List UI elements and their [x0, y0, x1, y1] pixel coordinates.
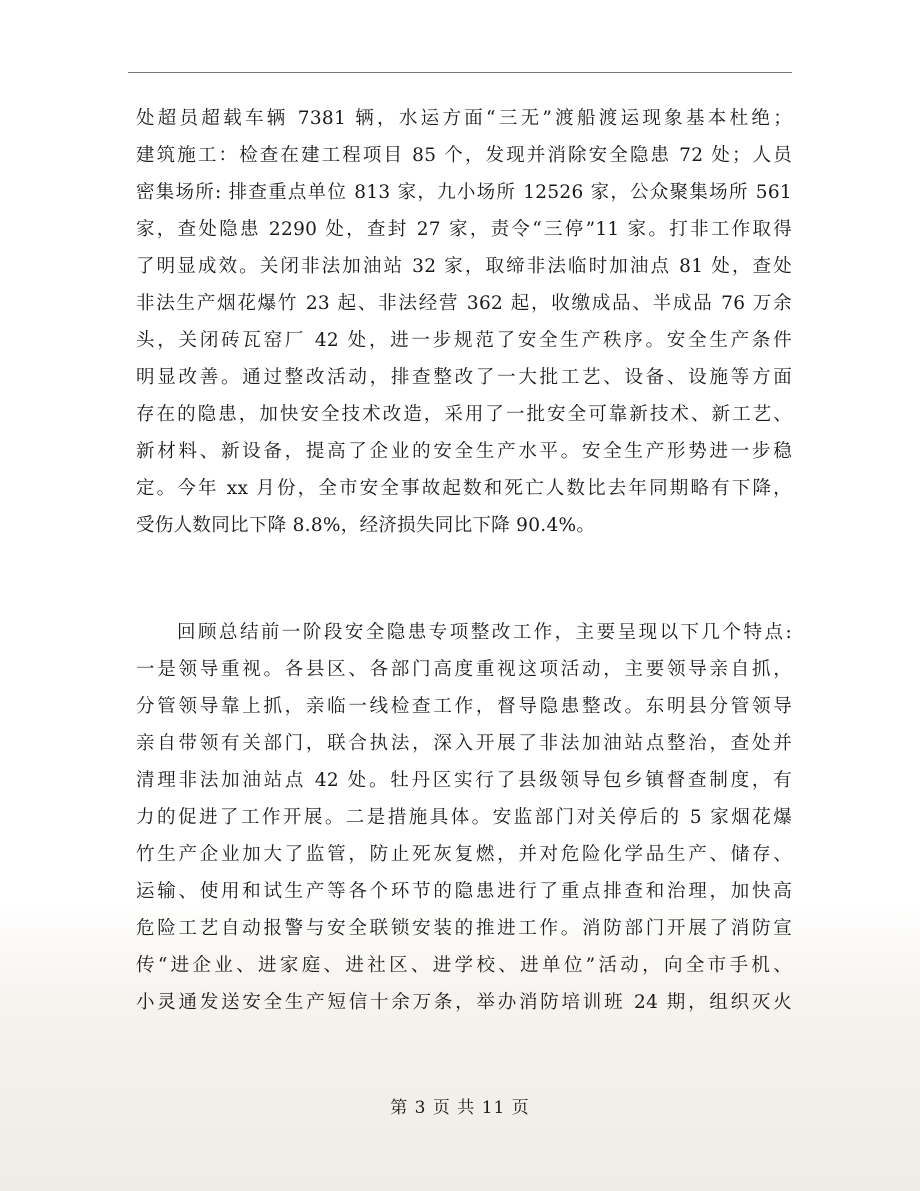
text-line: 运输、使用和试生产等各个环节的隐患进行了重点排查和治理，加快高: [136, 881, 792, 902]
text-line: 亲自带领有关部门，联合执法，深入开展了非法加油站点整治，查处并: [136, 733, 792, 754]
paragraph-2: [136, 614, 792, 1021]
header-divider: [128, 72, 792, 73]
text-line: 了明显成效。关闭非法加油站 32 家，取缔非法临时加油点 81 处，查处: [136, 256, 792, 277]
text-line: 竹生产企业加大了监管，防止死灰复燃，并对危险化学品生产、储存、: [136, 844, 792, 865]
text-line: 受伤人数同比下降 8.8%，经济损失同比下降 90.4%。: [136, 515, 596, 536]
paragraph-1: [136, 100, 792, 544]
text-line: 危险工艺自动报警与安全联锁安装的推进工作。消防部门开展了消防宣: [136, 918, 792, 939]
text-line: 传“进企业、进家庭、进社区、进学校、进单位”活动，向全市手机、: [136, 955, 792, 976]
page-number-footer: 第 3 页 共 11 页: [390, 1098, 530, 1118]
text-line: 建筑施工：检查在建工程项目 85 个，发现并消除安全隐患 72 处；人员: [136, 145, 792, 166]
text-line: 头，关闭砖瓦窑厂 42 处，进一步规范了安全生产秩序。安全生产条件: [136, 330, 792, 351]
text-line: 力的促进了工作开展。二是措施具体。安监部门对关停后的 5 家烟花爆: [136, 807, 792, 828]
text-line: 非法生产烟花爆竹 23 起、非法经营 362 起，收缴成品、半成品 76 万余: [136, 293, 792, 314]
text-line: 存在的隐患，加快安全技术改造，采用了一批安全可靠新技术、新工艺、: [136, 404, 792, 425]
text-line: 密集场所: 排查重点单位 813 家，九小场所 12526 家，公众聚集场所 561: [136, 182, 792, 203]
text-line: 家，查处隐患 2290 处，查封 27 家，责令“三停”11 家。打非工作取得: [136, 219, 792, 240]
text-line: 分管领导靠上抓，亲临一线检查工作，督导隐患整改。东明县分管领导: [136, 696, 792, 717]
text-line: 小灵通发送安全生产短信十余万条，举办消防培训班 24 期，组织灭火: [136, 992, 792, 1013]
text-line: 一是领导重视。各县区、各部门高度重视这项活动，主要领导亲自抓，: [136, 659, 792, 680]
text-line: 明显改善。通过整改活动，排查整改了一大批工艺、设备、设施等方面: [136, 367, 792, 388]
text-line: 新材料、新设备，提高了企业的安全生产水平。安全生产形势进一步稳: [136, 441, 792, 462]
text-line: 定。今年 xx 月份，全市安全事故起数和死亡人数比去年同期略有下降，: [136, 478, 792, 499]
text-line: 清理非法加油站点 42 处。牡丹区实行了县级领导包乡镇督查制度，有: [136, 770, 792, 791]
text-line: 回顾总结前一阶段安全隐患专项整改工作，主要呈现以下几个特点:: [177, 622, 792, 643]
text-line: 处超员超载车辆 7381 辆，水运方面“三无”渡船渡运现象基本杜绝；: [136, 108, 792, 129]
